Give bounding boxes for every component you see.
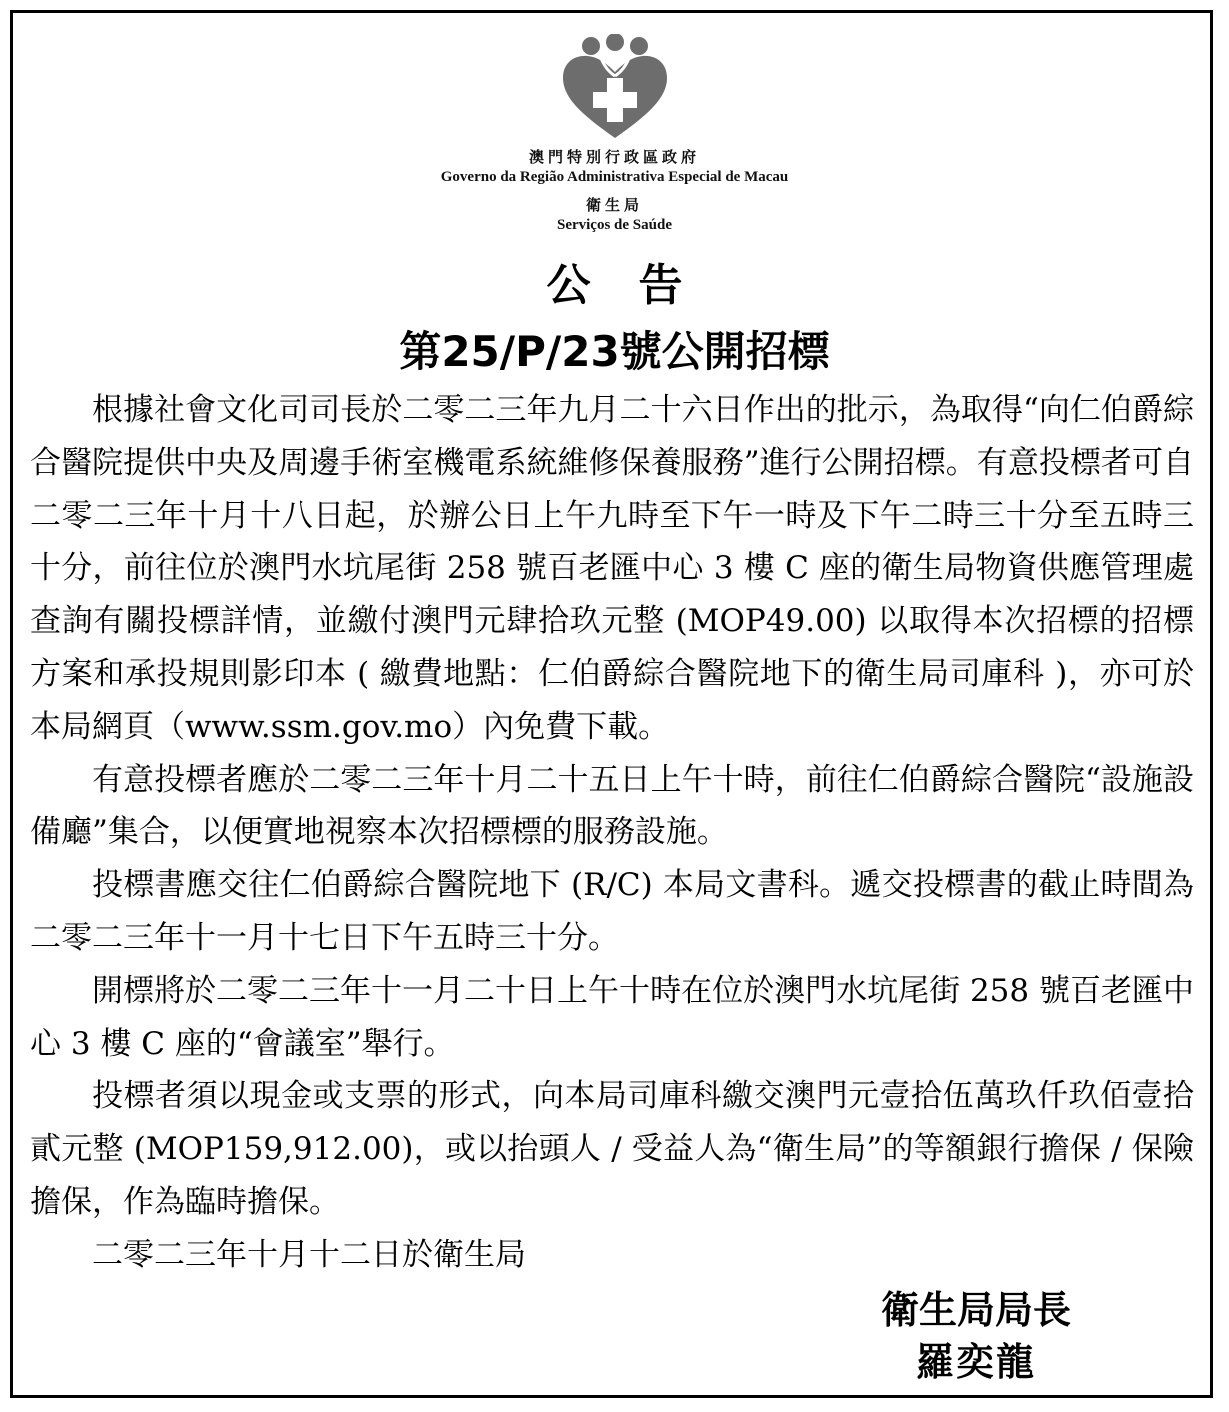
government-name-portuguese: Governo da Região Administrativa Especial de Macau <box>440 169 789 185</box>
notice-title: 公告 <box>546 260 731 311</box>
department-name-portuguese: Serviços de Saúde <box>556 217 672 233</box>
government-name-chinese: 澳門特別行政區政府 <box>528 148 700 166</box>
paragraph-tender-details: 根據社會文化司司長於二零二三年九月二十六日作出的批示，為取得“向仁伯爵綜合醫院提供中央及周邊手術室機電系統維修保養服務”進行公開招標。有意投標者可自二零二三年十月十八日起，於辦公日上午九時至下午一時及下午二時三十分至五時三十分，前往位於澳門水坑尾街 258 號百老匯中心 3 樓 C 座的衛生局物資供應管理處查詢有關投標詳情，並繳付澳門元肆拾玖元整 (MOP49.00) 以取得本次招標的招標方案和承投規則影印本 ( 繳費地點：仁伯爵綜合醫院地下的衛生局司庫科 )，亦可於本局網頁（www.ssm.gov.mo）內免費下載。 <box>30 392 1194 745</box>
paragraph-date-place: 二零二三年十月十二日於衛生局 <box>92 1236 526 1273</box>
signatory-title: 衛生局局長 <box>880 1288 1071 1332</box>
health-services-logo <box>557 34 673 144</box>
signatory-name: 羅奕龍 <box>915 1340 1036 1384</box>
department-name-chinese: 衛生局 <box>585 196 643 214</box>
notice-body <box>30 384 1194 1282</box>
paragraph-guarantee: 投標者須以現金或支票的形式，向本局司庫科繳交澳門元壹拾伍萬玖仟玖佰壹拾貳元整 (MOP159,912.00)，或以抬頭人 / 受益人為“衛生局”的等額銀行擔保 / 保險擔保，作為臨時擔保。 <box>30 1078 1194 1220</box>
tender-number-title: 第25/P/23號公開招標 <box>399 327 830 376</box>
paragraph-submission: 投標書應交往仁伯爵綜合醫院地下 (R/C) 本局文書科。遞交投標書的截止時間為二零二三年十一月十七日下午五時三十分。 <box>30 867 1194 956</box>
heart-cross-icon <box>557 34 673 144</box>
paragraph-site-visit: 有意投標者應於二零二三年十月二十五日上午十時，前往仁伯爵綜合醫院“設施設備廳”集合，以便實地視察本次招標標的服務設施。 <box>30 761 1194 851</box>
paragraph-opening: 開標將於二零二三年十一月二十日上午十時在位於澳門水坑尾街 258 號百老匯中心 3 樓 C 座的“會議室”舉行。 <box>30 972 1194 1062</box>
